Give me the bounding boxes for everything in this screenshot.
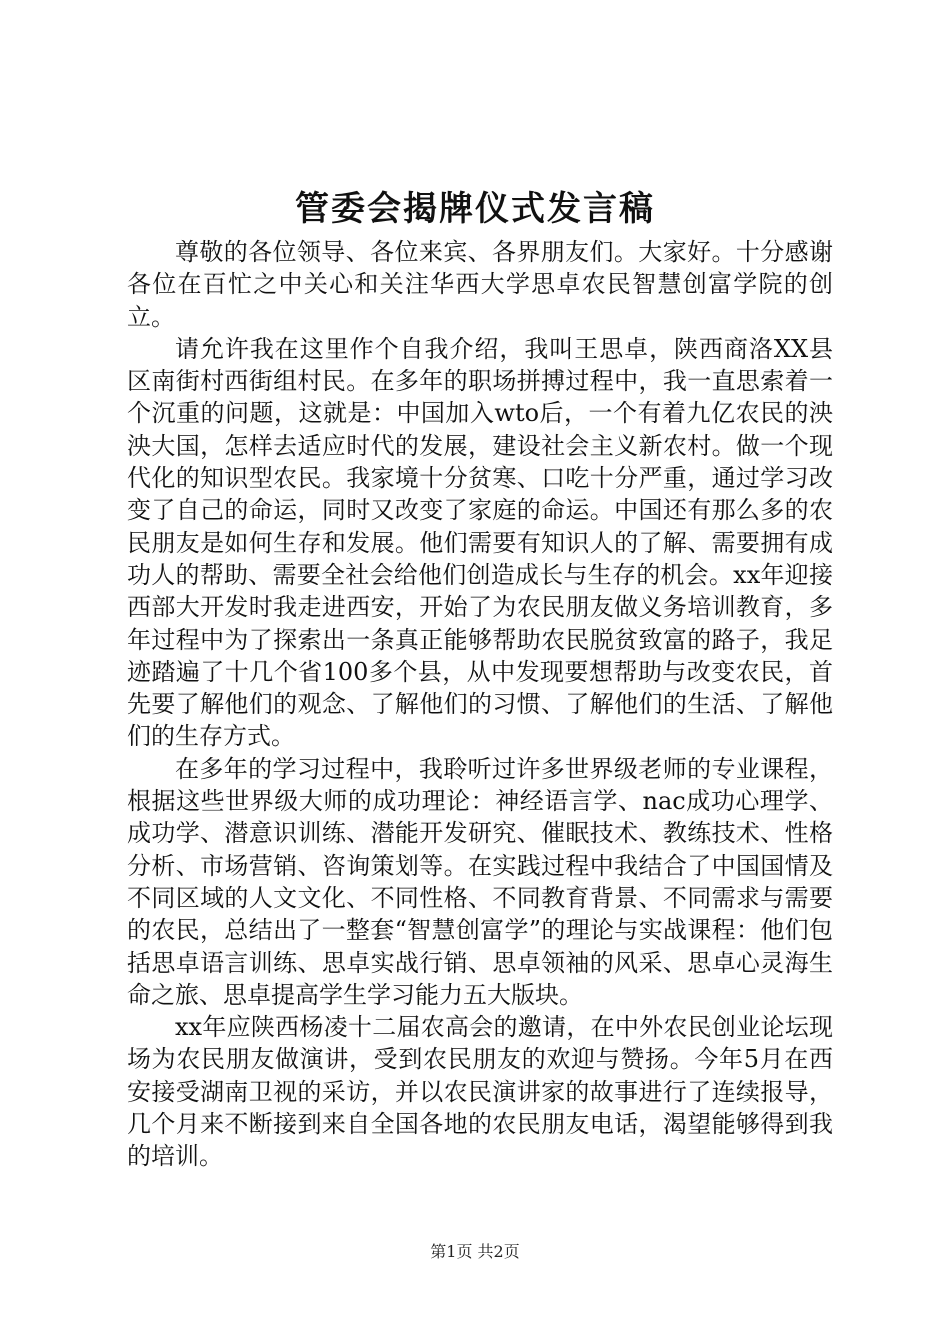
paragraph-2: 请允许我在这里作个自我介绍，我叫王思卓，陕西商洛XX县区南街村西街组村民。在多年的职场拼搏过程中，我一直思索着一个沉重的问题，这就是：中国加入wto后，一个有着九亿农民的泱泱大国，怎样去适应时代的发展，建设社会主义新农村。做一个现代化的知识型农民。我家境十分贫寒、口吃十分严重，通过学习改变了自己的命运，同时又改变了家庭的命运。中国还有那么多的农民朋友是如何生存和发展。他们需要有知识人的了解、需要拥有成功人的帮助、需要全社会给他们创造成长与生存的机会。xx年迎接西部大开发时我走进西安，开始了为农民朋友做义务培训教育，多年过程中为了探索出一条真正能够帮助农民脱贫致富的路子，我足迹踏遍了十几个省100多个县，从中发现要想帮助与改变农民，首先要了解他们的观念、了解他们的习惯、了解他们的生活、了解他们的生存方式。 (127, 334, 833, 751)
page-number-footer: 第1页 共2页 (430, 1242, 520, 1261)
page-title: 管委会揭牌仪式发言稿 (295, 189, 655, 229)
document-body (127, 236, 833, 1173)
paragraph-1: 尊敬的各位领导、各位来宾、各界朋友们。大家好。十分感谢各位在百忙之中关心和关注华西大学思卓农民智慧创富学院的创立。 (127, 238, 833, 331)
paragraph-4: xx年应陕西杨凌十二届农高会的邀请，在中外农民创业论坛现场为农民朋友做演讲，受到农民朋友的欢迎与赞扬。今年5月在西安接受湖南卫视的采访，并以农民演讲家的故事进行了连续报导，几个月来不断接到来自全国各地的农民朋友电话，渴望能够得到我的培训。 (127, 1013, 833, 1171)
paragraph-3: 在多年的学习过程中，我聆听过许多世界级老师的专业课程，根据这些世界级大师的成功理论：神经语言学、nac成功心理学、成功学、潜意识训练、潜能开发研究、催眠技术、教练技术、性格分析、市场营销、咨询策划等。在实践过程中我结合了中国国情及不同区域的人文文化、不同性格、不同教育背景、不同需求与需要的农民，总结出了一整套“智慧创富学”的理论与实战课程：他们包括思卓语言训练、思卓实战行销、思卓领袖的风采、思卓心灵海生命之旅、思卓提高学生学习能力五大版块。 (127, 754, 833, 1009)
